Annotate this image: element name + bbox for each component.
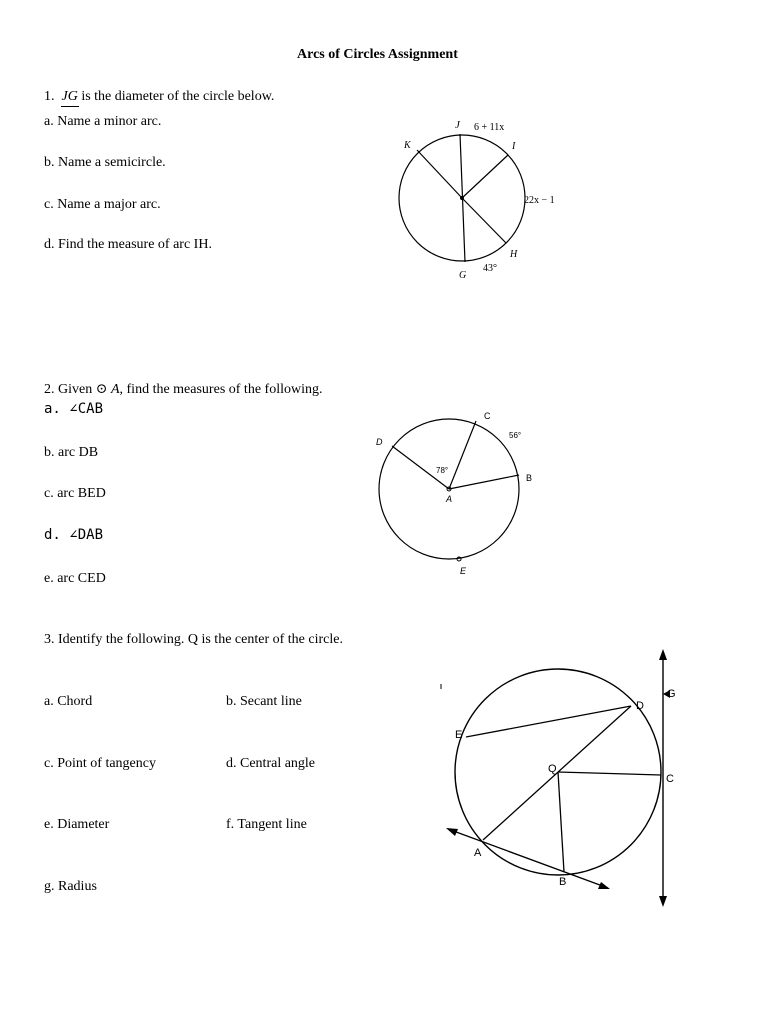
q3-a: a. Chord — [44, 694, 93, 709]
fig2-label-b: B — [526, 473, 533, 483]
fig1-arc-ji-label: 6 + 11x — [474, 122, 505, 133]
q3-d: d. Central angle — [226, 756, 316, 771]
fig3-secant-arrow-left — [446, 828, 458, 836]
fig3-secant-arrow-right — [598, 882, 610, 889]
fig3-tangent-arrow-up — [659, 649, 667, 660]
fig1-label-j: J — [455, 119, 460, 131]
fig2-arc-cb-label: 56° — [509, 431, 522, 440]
fig1-arc-ih-label: 22x − 1 — [524, 195, 555, 206]
q2-d: d. ∠DAB — [44, 527, 104, 543]
segment-name: JG — [61, 89, 78, 104]
q2-intro-rest: , find the measures of the following. — [119, 382, 323, 397]
fig1-label-h: H — [510, 249, 518, 260]
fig3-chord-ed — [466, 706, 631, 737]
q3-e: e. Diameter — [44, 817, 110, 832]
fig3-radius-qb — [558, 772, 564, 872]
q2-a: a. ∠CAB — [44, 401, 104, 417]
q2-e: e. arc CED — [44, 571, 106, 586]
fig2-angle-dac-label: 78° — [436, 466, 449, 475]
fig3-label-q: Q — [548, 763, 557, 775]
fig3-secant-ab — [448, 829, 608, 888]
q1-c: c. Name a major arc. — [44, 197, 161, 212]
fig3-label-g: G — [667, 688, 676, 700]
q3-f: f. Tangent line — [226, 817, 307, 832]
q2-c: c. arc BED — [44, 486, 106, 501]
fig2-label-a: A — [446, 494, 453, 504]
q3-g: g. Radius — [44, 879, 97, 894]
q1-number: 1. — [44, 89, 55, 104]
fig1-arc-hg-label: 43° — [483, 263, 497, 274]
fig3-label-d: D — [636, 700, 644, 712]
page-title: Arcs of Circles Assignment — [297, 47, 458, 62]
q1-d: d. Find the measure of arc IH. — [44, 237, 212, 252]
fig2-label-e: E — [460, 566, 467, 576]
fig3-radius-qc — [558, 772, 661, 775]
fig3-tangent-arrow-down — [659, 896, 667, 907]
q3-b: b. Secant line — [226, 694, 302, 709]
fig2-label-c: C — [484, 411, 491, 421]
fig3-label-b: B — [559, 876, 567, 888]
fig1-label-k: K — [404, 140, 411, 151]
fig2-label-d: D — [376, 437, 383, 447]
fig1-label-i: I — [512, 141, 516, 152]
q1-b: b. Name a semicircle. — [44, 155, 166, 170]
circle-name: A — [110, 382, 120, 397]
q2-b: b. arc DB — [44, 445, 99, 460]
fig3-label-c: C — [666, 773, 674, 785]
fig1-label-g: G — [459, 270, 467, 281]
q1-intro-text: is the diameter of the circle below. — [81, 89, 275, 104]
fig3-label-a: A — [474, 847, 482, 859]
circle-symbol: ⊙ — [95, 382, 108, 397]
q3-c: c. Point of tangency — [44, 756, 156, 771]
q1-a: a. Name a minor arc. — [44, 114, 162, 129]
q2-intro-text: 2. Given — [44, 382, 96, 397]
fig3-label-e: E — [455, 729, 463, 741]
q3-prompt: 3. Identify the following. Q is the center of the circle. — [44, 632, 343, 647]
